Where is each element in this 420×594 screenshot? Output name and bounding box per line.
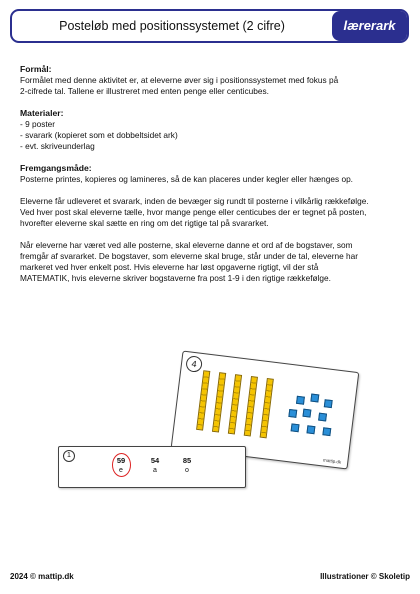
option-letter: o [185, 467, 189, 474]
centicube-rod [244, 376, 258, 436]
centicube [288, 409, 297, 418]
centicube [306, 425, 315, 434]
fremgang-para2-line: Ved hver post skal eleverne tælle, hvor mange penge eller centicubes der er tegnet på posten, [20, 207, 367, 217]
answer-card-illustration [58, 446, 246, 488]
page-title: Posteløb med positionssystemet (2 cifre) [59, 19, 285, 33]
fremgang-para3-line: markeret ved hver enkelt post. Hvis eleverne har løst opgaverne rigtigt, vil der stå [20, 262, 319, 272]
post-card-footer: mattip.dk [322, 457, 342, 465]
footer-copyright: 2024 © mattip.dk [10, 572, 74, 581]
materialer-heading: Materialer: [20, 108, 64, 118]
materialer-item: - svarark (kopieret som et dobbeltsidet ark) [20, 130, 405, 141]
fremgang-para3-line: Når eleverne har været ved alle posterne, skal eleverne danne et ord af de bogstaver, som [20, 240, 353, 250]
footer-illustrations-credit: Illustrationer © Skoletip [320, 572, 410, 581]
centicube-rod [228, 374, 242, 434]
option-value: 59 [116, 456, 126, 465]
fremgang-para2-line: hvorefter eleverne skal sætte en ring om det rigtige tal på svararket. [20, 218, 269, 228]
answer-option [145, 456, 165, 475]
materialer-list [20, 119, 405, 152]
answer-option [111, 456, 131, 475]
formaal-line-2: 2-cifrede tal. Tallene er illustreret med enten penge eller centicubes. [20, 86, 269, 96]
fremgang-heading: Fremgangsmåde: [20, 163, 92, 173]
option-letter: e [119, 467, 123, 474]
document-body [20, 64, 405, 284]
centicube-rod [212, 372, 226, 432]
materialer-item: - evt. skriveunderlag [20, 141, 405, 152]
post-number: 4 [185, 355, 203, 373]
fremgang-para1-line: Posterne printes, kopieres og lamineres, så de kan placeres under kegler eller hænges op. [20, 174, 353, 184]
centicube [302, 409, 311, 418]
centicube [318, 413, 327, 422]
centicube [310, 394, 319, 403]
option-letter: a [153, 467, 157, 474]
formaal-line-1: Formålet med denne aktivitet er, at eleverne øver sig i positionssystemet med fokus på [20, 75, 339, 85]
option-value: 54 [150, 456, 160, 465]
fremgang-para3-line: MATEMATIK, hvis eleverne skriver bogstaverne fra post 1-9 i den rigtige rækkefølge. [20, 273, 331, 283]
centicube [296, 396, 305, 405]
centicube-rod [196, 370, 210, 430]
centicube [322, 427, 331, 436]
option-value: 85 [182, 456, 192, 465]
formaal-heading: Formål: [20, 64, 52, 74]
centicube-rod [260, 378, 274, 438]
fremgang-para2-line: Eleverne får udleveret et svarark, inden de bevæger sig rundt til posterne i vilkårlig rækkefølge. [20, 196, 369, 206]
answer-option [177, 456, 197, 475]
teacher-sheet-tag: lærerark [332, 11, 407, 41]
centicube [324, 399, 333, 408]
centicube [291, 423, 300, 432]
materialer-item: - 9 poster [20, 119, 405, 130]
fremgang-para3-line: fremgår af svararket. De bogstaver, som eleverne skal bruge, står under de tal, eleverne har [20, 251, 359, 261]
page-header [10, 9, 409, 43]
answer-card-number: 1 [63, 450, 75, 462]
